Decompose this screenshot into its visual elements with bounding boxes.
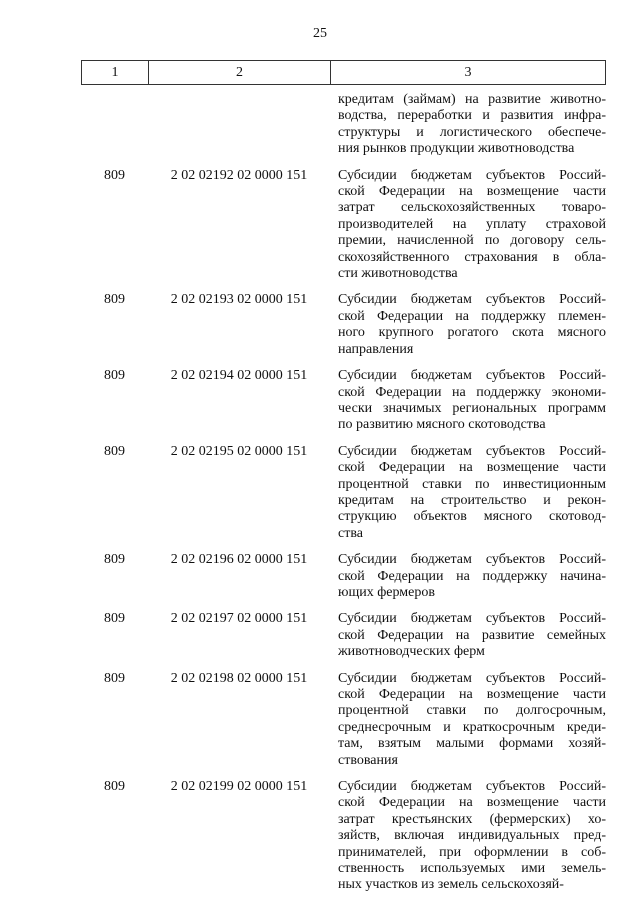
description-line: ской Федерации на возмещение части: [338, 795, 606, 811]
description-line: принимателей, при оформлении в соб-: [338, 844, 606, 860]
description-line: затрат крестьянских (фермерских) хо-: [338, 811, 606, 827]
description-line: процентной ставки по долгосрочным,: [338, 703, 606, 719]
description-line: Субсидии бюджетам субъектов Россий-: [338, 552, 606, 568]
table-row: [81, 611, 606, 660]
description-line: ного крупного рогатого скота мясного: [338, 325, 606, 341]
admin-code: 809: [104, 552, 125, 568]
description-line: водства, переработки и развития инфра-: [338, 108, 606, 124]
description-line: зяйств, включая индивидуальных пред-: [338, 828, 606, 844]
description-line: струкцию объектов мясного скотовод-: [338, 509, 606, 525]
description-line: ственность используемых ими земель-: [338, 861, 606, 877]
table-row-continuation: [81, 92, 606, 158]
budget-code: 2 02 02196 02 0000 151: [170, 552, 308, 568]
admin-code: 809: [104, 292, 125, 308]
admin-code: 809: [104, 368, 125, 384]
description-line: Субсидии бюджетам субъектов Россий-: [338, 611, 606, 627]
description-line: процентной ставки по инвестиционным: [338, 476, 606, 492]
description-line: направления: [338, 341, 414, 357]
budget-code: 2 02 02197 02 0000 151: [170, 611, 308, 627]
description-cell: [338, 368, 606, 434]
description-line: ния рынков продукции животноводства: [338, 141, 575, 157]
table-row: [81, 671, 606, 769]
description-line: сти животноводства: [338, 266, 458, 282]
description-line: Субсидии бюджетам субъектов Россий-: [338, 292, 606, 308]
admin-code: 809: [104, 779, 125, 795]
description-line: ской Федерации на возмещение части: [338, 460, 606, 476]
table-row: [81, 552, 606, 601]
description-line: Субсидии бюджетам субъектов Россий-: [338, 167, 606, 183]
budget-code: 2 02 02195 02 0000 151: [170, 443, 308, 459]
description-line: ных участков из земель сельскохозяй-: [338, 877, 564, 893]
table-body: [81, 92, 606, 894]
description-cell: [338, 611, 606, 660]
description-line: животноводческих ферм: [338, 644, 485, 660]
description-line: ской Федерации на возмещение части: [338, 184, 606, 200]
description-line: ской Федерации на поддержку экономи-: [338, 384, 606, 400]
page-number: 25: [313, 26, 327, 41]
description-cell: [338, 92, 606, 158]
description-line: кредитам на строительство и рекон-: [338, 492, 606, 508]
description-line: затрат сельскохозяйственных товаро-: [338, 200, 606, 216]
budget-code: 2 02 02193 02 0000 151: [170, 292, 308, 308]
description-line: там, взятым малыми формами хозяй-: [338, 736, 606, 752]
description-cell: [338, 779, 606, 894]
admin-code: 809: [104, 443, 125, 459]
description-line: ствования: [338, 752, 398, 768]
table-row: [81, 779, 606, 894]
description-line: среднесрочным и краткосрочным креди-: [338, 719, 606, 735]
table-row: [81, 168, 606, 283]
description-cell: [338, 671, 606, 769]
description-line: ской Федерации на поддержку племен-: [338, 308, 606, 324]
description-line: скохозяйственного страхования в обла-: [338, 249, 606, 265]
budget-code: 2 02 02198 02 0000 151: [170, 670, 308, 686]
budget-code: 2 02 02194 02 0000 151: [170, 368, 308, 384]
budget-code: 2 02 02199 02 0000 151: [170, 779, 308, 795]
table-row: [81, 368, 606, 434]
description-line: ющих фермеров: [338, 584, 435, 600]
description-cell: [338, 292, 606, 358]
table-row: [81, 292, 606, 358]
description-line: чески значимых региональных программ: [338, 400, 606, 416]
admin-code: 809: [104, 611, 125, 627]
description-line: ства: [338, 525, 363, 541]
header-col-2: 2: [149, 61, 331, 84]
header-col-1: 1: [82, 61, 149, 84]
budget-code: 2 02 02192 02 0000 151: [170, 167, 308, 183]
description-line: ской Федерации на поддержку начина-: [338, 568, 606, 584]
description-line: ской Федерации на возмещение части: [338, 687, 606, 702]
description-line: по развитию мясного скотоводства: [338, 417, 546, 433]
description-cell: [338, 168, 606, 283]
description-line: производителей на уплату страховой: [338, 216, 606, 232]
description-cell: [338, 552, 606, 601]
description-line: кредитам (займам) на развитие животно-: [338, 92, 606, 107]
description-line: Субсидии бюджетам субъектов Россий-: [338, 670, 606, 686]
description-line: Субсидии бюджетам субъектов Россий-: [338, 779, 606, 795]
table-row: [81, 444, 606, 542]
description-line: Субсидии бюджетам субъектов Россий-: [338, 443, 606, 459]
description-cell: [338, 444, 606, 542]
admin-code: 809: [104, 167, 125, 183]
description-line: Субсидии бюджетам субъектов Россий-: [338, 368, 606, 384]
table-header: [81, 60, 606, 85]
description-line: премии, начисленной по договору сель-: [338, 233, 606, 249]
admin-code: 809: [104, 670, 125, 686]
description-line: ской Федерации на развитие семейных: [338, 627, 606, 643]
description-line: структуры и логистического обеспече-: [338, 124, 606, 140]
header-col-3: 3: [464, 65, 472, 80]
